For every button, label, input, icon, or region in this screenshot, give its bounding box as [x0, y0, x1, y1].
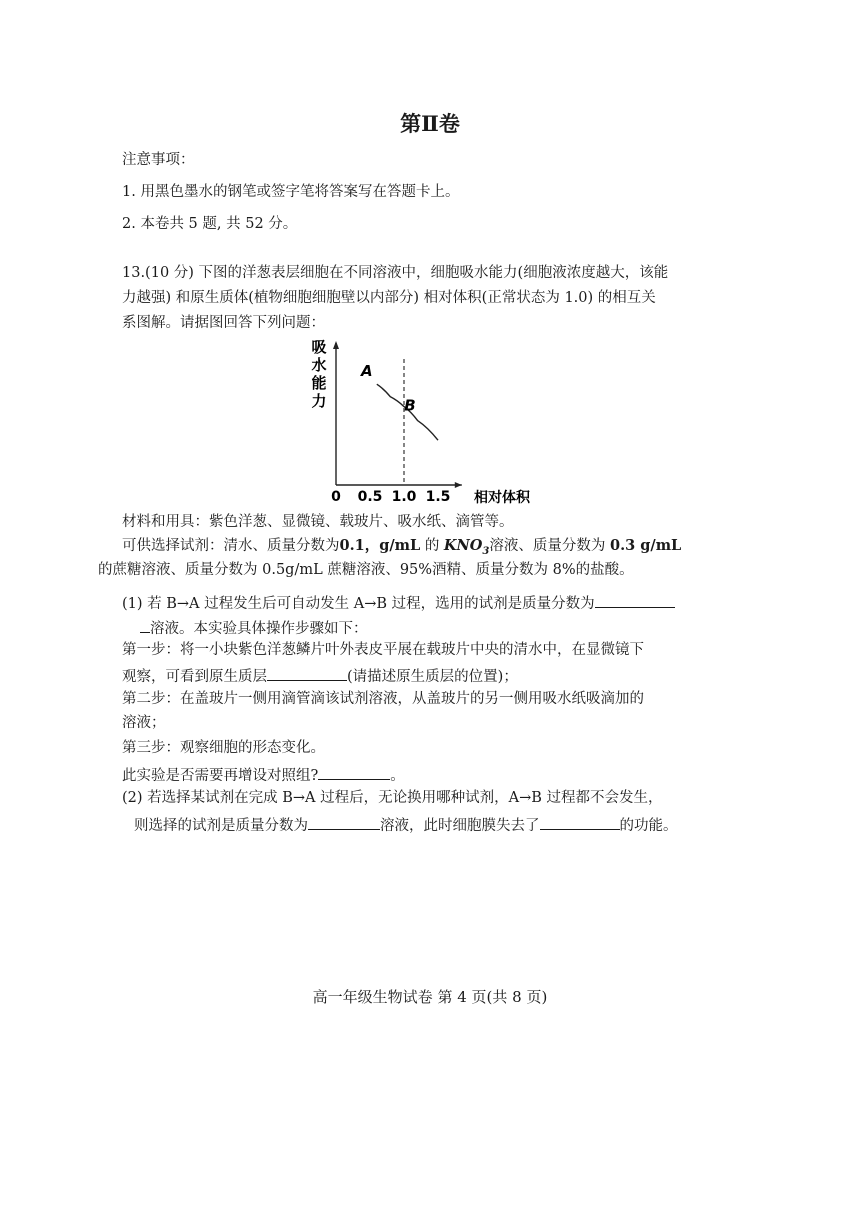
x-axis-label: 相对体积: [474, 490, 530, 506]
materials-line: 材料和用具：紫色洋葱、显微镜、载玻片、吸水纸、滴管等。: [122, 514, 514, 530]
answer-blank-2[interactable]: [267, 664, 347, 681]
control-group-line: 此实验是否需要再增设对照组? 。: [122, 763, 405, 786]
x-tick-label: 0: [331, 489, 341, 505]
x-tick-label: 1.5: [425, 489, 451, 505]
x-tick-label: 0.5: [357, 489, 383, 505]
notes-item-2: 2. 本卷共 5 题, 共 52 分。: [122, 216, 298, 232]
question-stem-line-1: 13.(10 分) 下图的洋葱表层细胞在不同溶液中，细胞吸水能力(细胞液浓度越大，该能: [122, 265, 669, 281]
answer-blank-3[interactable]: [318, 763, 390, 780]
x-tick-label: 1.0: [391, 489, 417, 505]
notes-item-1: 1. 用黑色墨水的钢笔或签字笔将答案写在答题卡上。: [122, 184, 460, 200]
point-label-a: A: [360, 362, 373, 381]
x-axis-arrow: [455, 482, 462, 488]
page-title: 第Ⅱ卷: [400, 111, 460, 136]
answer-blank-4[interactable]: [308, 813, 380, 830]
step2-line-2: 溶液；: [122, 715, 166, 731]
y-axis-label-char: 吸: [311, 338, 327, 356]
part2-line-2: 则选择的试剂是质量分数为 溶液，此时细胞膜失去了 的功能。: [134, 813, 678, 836]
y-axis-label-char: 能: [311, 374, 327, 392]
y-axis-label-char: 水: [311, 356, 327, 374]
answer-blank-1[interactable]: [595, 591, 675, 608]
part1-line-1: (1) 若 B→A 过程发生后可自动发生 A→B 过程，选用的试剂是质量分数为: [122, 591, 675, 614]
y-axis-label-char: 力: [311, 392, 327, 410]
notes-heading: 注意事项：: [122, 152, 195, 168]
step1-line-1: 第一步：将一小块紫色洋葱鳞片叶外表皮平展在载玻片中央的清水中，在显微镜下: [122, 642, 644, 658]
answer-blank-1-cont[interactable]: [140, 616, 150, 633]
question-stem-line-3: 系图解。请据图回答下列问题：: [122, 315, 325, 331]
reagents-line-2: 的蔗糖溶液、质量分数为 0.5g/mL 蔗糖溶液、95%酒精、质量分数为 8%的盐酸。: [98, 562, 634, 578]
step2-line-1: 第二步：在盖玻片一侧用滴管滴该试剂溶液，从盖玻片的另一侧用吸水纸吸滴加的: [122, 691, 644, 707]
step3-line: 第三步：观察细胞的形态变化。: [122, 740, 325, 756]
point-label-b: B: [404, 396, 416, 415]
step1-line-2: 观察，可看到原生质层 (请描述原生质层的位置)；: [122, 664, 518, 687]
part2-line-1: (2) 若选择某试剂在完成 B→A 过程后，无论换用哪种试剂，A→B 过程都不会发生，: [122, 790, 663, 806]
part1-line-2: 溶液。本实验具体操作步骤如下：: [140, 616, 368, 639]
reagents-line-1: 可供选择试剂：清水、质量分数为0.1，g/mL 的 $KNO_3$溶液、质量分数为 0.3 g/mL: [122, 537, 682, 557]
answer-blank-5[interactable]: [540, 813, 620, 830]
page-footer: 高一年级生物试卷 第 4 页(共 8 页): [312, 988, 548, 1006]
question-stem-line-2: 力越强) 和原生质体(植物细胞细胞壁以内部分) 相对体积(正常状态为 1.0) 的相互关: [122, 290, 656, 306]
y-axis-arrow: [333, 341, 339, 349]
relative-volume-chart: [306, 337, 546, 507]
